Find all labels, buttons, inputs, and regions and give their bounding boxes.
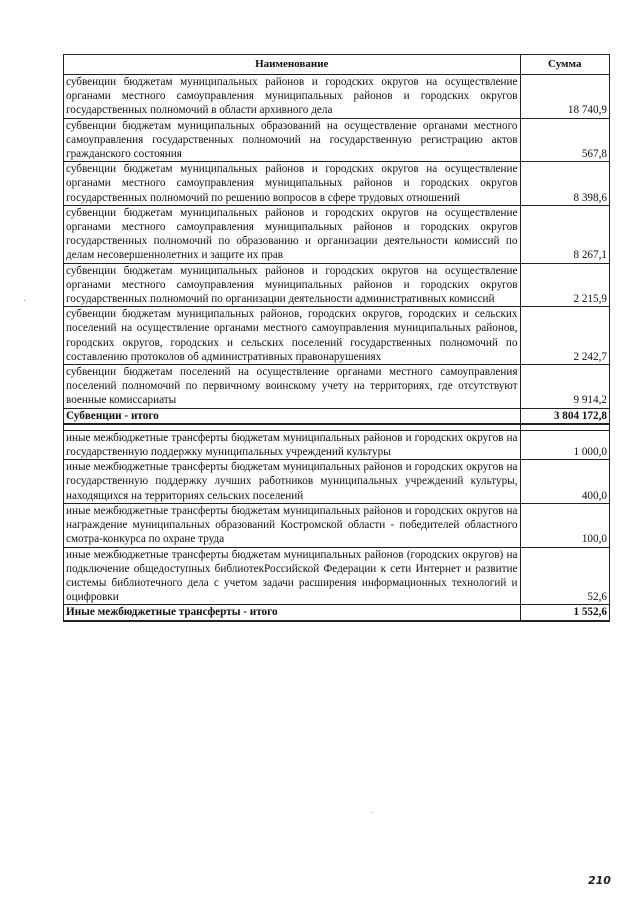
table-row <box>64 307 610 365</box>
row-sum: 100,0 <box>520 503 610 547</box>
subventions-total-sum: 3 804 172,8 <box>520 408 610 424</box>
row-sum: 52,6 <box>520 547 610 605</box>
row-name: иные межбюджетные трансферты бюджетам муниципальных районов и городских округов на награждение муниципальных образований Костромской области - победителей областного смотра-конкурса по охране труда <box>64 503 521 547</box>
table-row <box>64 162 610 206</box>
scan-speck <box>372 812 373 813</box>
transfers-total-row <box>64 605 610 621</box>
row-sum: 18 740,9 <box>520 75 610 119</box>
table-row <box>64 263 610 307</box>
row-name: иные межбюджетные трансферты бюджетам муниципальных районов и городских округов на государственную поддержку муниципальных учреждений культуры <box>64 430 521 459</box>
subventions-total-row <box>64 408 610 424</box>
scan-speck <box>24 300 25 301</box>
table-row <box>64 503 610 547</box>
row-sum: 8 398,6 <box>520 162 610 206</box>
transfers-total-sum: 1 552,6 <box>520 605 610 621</box>
row-name: субвенции бюджетам муниципальных районов и городских округов на осуществление органами местного самоуправления муниципальных районов и городских округов государственных полномочий по организации деятельности административных комиссий <box>64 263 521 307</box>
table-row <box>64 118 610 162</box>
row-name: субвенции бюджетам муниципальных районов и городских округов на осуществление органами местного самоуправления муниципальных районов и городских округов государственных полномочий по образованию и организации деятельности комиссий по делам несовершеннолетних и защите их прав <box>64 205 521 263</box>
row-name: субвенции бюджетам муниципальных районов, городских округов, городских и сельских поселений на осуществление органами местного самоуправления муниципальных районов, городских округов, городских и сельских поселений государственных полномочий по составлению протоколов об административных правонарушениях <box>64 307 521 365</box>
column-header-name: Наименование <box>64 55 521 75</box>
table-row <box>64 365 610 409</box>
subventions-total-label: Субвенции - итого <box>64 408 521 424</box>
table-row <box>64 430 610 459</box>
row-sum: 8 267,1 <box>520 205 610 263</box>
budget-table <box>63 54 610 622</box>
transfers-total-label: Иные межбюджетные трансферты - итого <box>64 605 521 621</box>
row-sum: 9 914,2 <box>520 365 610 409</box>
page-number: 210 <box>588 874 611 887</box>
row-name: иные межбюджетные трансферты бюджетам муниципальных районов и городских округов на государственную поддержку лучших работников муниципальных учреждений культуры, находящихся на территориях сельских поселений <box>64 460 521 504</box>
row-name: субвенции бюджетам муниципальных образований на осуществление органами местного самоуправления государственных полномочий на государственную регистрацию актов гражданского состояния <box>64 118 521 162</box>
table-row <box>64 75 610 119</box>
table-row <box>64 460 610 504</box>
row-sum: 2 242,7 <box>520 307 610 365</box>
row-name: субвенции бюджетам муниципальных районов и городских округов на осуществление органами местного самоуправления муниципальных районов и городских округов государственных полномочий по решению вопросов в сфере трудовых отношений <box>64 162 521 206</box>
table-row <box>64 547 610 605</box>
row-name: субвенции бюджетам муниципальных районов и городских округов на осуществление органами местного самоуправления муниципальных районов и городских округов государственных полномочий в области архивного дела <box>64 75 521 119</box>
row-name: иные межбюджетные трансферты бюджетам муниципальных районов (городских округов) на подключение общедоступных библиотекРоссийской Федерации к сети Интернет и развитие системы библиотечного дела с учетом задачи расширения информационных технологий и оцифровки <box>64 547 521 605</box>
row-sum: 400,0 <box>520 460 610 504</box>
row-sum: 1 000,0 <box>520 430 610 459</box>
row-sum: 2 215,9 <box>520 263 610 307</box>
header-row <box>64 55 610 75</box>
column-header-sum: Сумма <box>520 55 610 75</box>
row-sum: 567,8 <box>520 118 610 162</box>
table-row <box>64 205 610 263</box>
row-name: субвенции бюджетам поселений на осуществление органами местного самоуправления поселений полномочий по первичному воинскому учету на территориях, где отсутствуют военные комиссариаты <box>64 365 521 409</box>
